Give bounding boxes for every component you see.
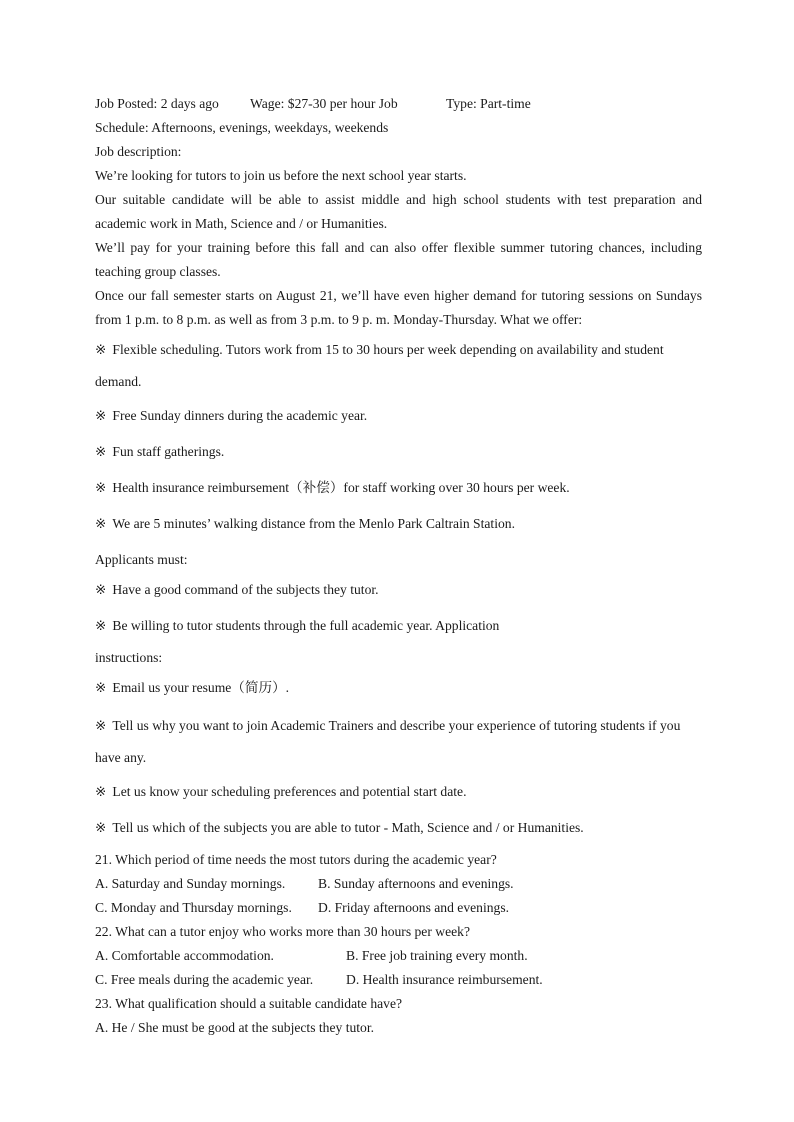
description-paragraph-3: We’ll pay for your training before this fall and can also offer flexible summer tutoring chances, including teaching group classes. xyxy=(95,240,702,279)
offer-text: Flexible scheduling. Tutors work from 15 to 30 hours per week depending on availability and student demand. xyxy=(95,342,664,389)
bullet-mark: ※ xyxy=(95,718,107,733)
offer-text: Fun staff gatherings. xyxy=(112,444,225,459)
bullet-mark: ※ xyxy=(95,618,107,633)
bullet-mark: ※ xyxy=(95,408,107,423)
job-meta-line xyxy=(95,92,702,116)
job-posted: Job Posted: 2 days ago xyxy=(95,96,219,111)
offer-item xyxy=(95,476,702,500)
requirement-item xyxy=(95,578,702,602)
job-wage: Wage: $27-30 per hour Job xyxy=(250,96,398,111)
answer-option: C. Free meals during the academic year. xyxy=(95,972,314,987)
instructions-label: instructions: xyxy=(95,650,163,665)
bullet-mark: ※ xyxy=(95,784,107,799)
answer-option: A. He / She must be good at the subjects they tutor. xyxy=(95,1020,375,1035)
bullet-mark: ※ xyxy=(95,342,107,357)
instruction-item xyxy=(95,816,702,840)
instruction-text: Tell us which of the subjects you are able to tutor - Math, Science and / or Humanities. xyxy=(112,820,584,835)
bullet-mark: ※ xyxy=(95,680,107,695)
question-stem: 23. What qualification should a suitable candidate have? xyxy=(95,996,403,1011)
instruction-item xyxy=(95,676,702,700)
question-options-row xyxy=(95,872,702,896)
offer-text: We are 5 minutes’ walking distance from the Menlo Park Caltrain Station. xyxy=(112,516,515,531)
description-paragraph-2: Our suitable candidate will be able to assist middle and high school students with test preparation and academic work in Math, Science and / or Humanities. xyxy=(95,192,702,231)
bullet-mark: ※ xyxy=(95,582,107,597)
description-paragraph-4: Once our fall semester starts on August 21, we’ll have even higher demand for tutoring sessions on Sundays from 1 p.m. to 8 p.m. as well as from 3 p.m. to 9 p. m. Monday-Thursday. What we offer: xyxy=(95,288,702,327)
offer-item xyxy=(95,440,702,464)
offer-item xyxy=(95,334,685,398)
bullet-mark: ※ xyxy=(95,820,107,835)
question-stem: 22. What can a tutor enjoy who works more than 30 hours per week? xyxy=(95,924,470,939)
answer-option: C. Monday and Thursday mornings. xyxy=(95,900,292,915)
answer-option: D. Health insurance reimbursement. xyxy=(346,972,543,987)
bullet-mark: ※ xyxy=(95,516,107,531)
answer-option: B. Sunday afternoons and evenings. xyxy=(318,876,514,891)
applicants-label: Applicants must: xyxy=(95,552,188,567)
instruction-text: Email us your resume（简历）. xyxy=(112,680,290,695)
question-options-row xyxy=(95,944,702,968)
instruction-item xyxy=(95,710,685,774)
requirement-item xyxy=(95,614,702,638)
offer-text: Health insurance reimbursement（补偿）for staff working over 30 hours per week. xyxy=(112,480,570,495)
job-type: Type: Part-time xyxy=(446,96,531,111)
document-page xyxy=(95,92,702,1040)
job-description-label: Job description: xyxy=(95,144,182,159)
answer-option: B. Free job training every month. xyxy=(346,948,528,963)
offer-item xyxy=(95,404,702,428)
offer-text: Free Sunday dinners during the academic year. xyxy=(112,408,368,423)
bullet-mark: ※ xyxy=(95,444,107,459)
requirement-text: Have a good command of the subjects they tutor. xyxy=(112,582,379,597)
bullet-mark: ※ xyxy=(95,480,107,495)
offer-item xyxy=(95,512,702,536)
instruction-text: Tell us why you want to join Academic Trainers and describe your experience of tutoring students if you have any. xyxy=(95,718,681,765)
instruction-item xyxy=(95,780,702,804)
job-schedule: Schedule: Afternoons, evenings, weekdays, weekends xyxy=(95,120,389,135)
answer-option: A. Comfortable accommodation. xyxy=(95,948,274,963)
instruction-text: Let us know your scheduling preferences and potential start date. xyxy=(112,784,467,799)
description-paragraph-1: We’re looking for tutors to join us before the next school year starts. xyxy=(95,168,467,183)
question-stem: 21. Which period of time needs the most tutors during the academic year? xyxy=(95,852,497,867)
question-options-row xyxy=(95,968,702,992)
answer-option: D. Friday afternoons and evenings. xyxy=(318,900,510,915)
question-options-row xyxy=(95,896,702,920)
answer-option: A. Saturday and Sunday mornings. xyxy=(95,876,286,891)
requirement-text: Be willing to tutor students through the full academic year. Application xyxy=(112,618,500,633)
